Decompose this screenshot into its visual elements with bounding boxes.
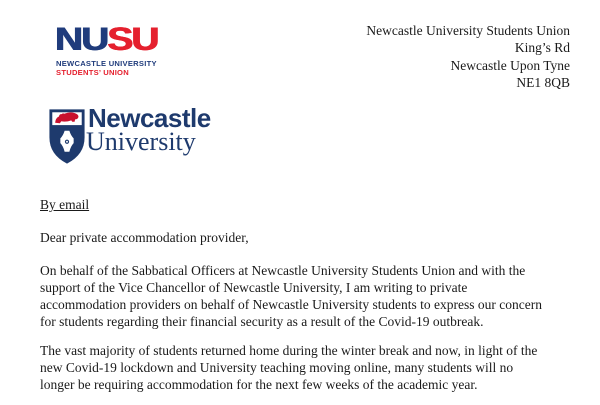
paragraph-2 [40, 342, 580, 393]
paragraph-line: for students regarding their financial security as a result of the Covid-19 outbreak. [40, 314, 484, 329]
letter-body [40, 196, 580, 405]
nusu-subline-university: NEWCASTLE UNIVERSITY [56, 59, 157, 68]
nusu-wordmark-su: SU [107, 21, 158, 58]
address-line: King’s Rd [514, 40, 570, 56]
nusu-subline-students-union: STUDENTS’ UNION [56, 68, 129, 77]
address-line: Newcastle University Students Union [366, 23, 570, 38]
newcastle-university-logo [48, 103, 228, 167]
address-line: Newcastle Upon Tyne [450, 57, 570, 73]
delivery-method-line: By email [40, 197, 90, 212]
university-wordmark-university: University [86, 127, 196, 156]
nusu-wordmark-nu: NU [55, 21, 108, 58]
sender-address-block [366, 22, 570, 92]
university-shield-icon [48, 108, 86, 165]
paragraph-line: new Covid-19 lockdown and University teaching moving online, many students will no [40, 360, 514, 375]
salutation: Dear private accommodation provider, [40, 230, 249, 245]
paragraph-1 [40, 262, 580, 330]
nusu-logo [55, 21, 185, 84]
nusu-wordmark [55, 21, 158, 58]
paragraph-line: The vast majority of students returned home during the winter break and now, in light of the [40, 343, 538, 358]
university-wordmark-newcastle: Newcastle [88, 103, 211, 133]
paragraph-line: accommodation providers on behalf of Newcastle University students to express our concern [40, 297, 542, 312]
paragraph-line: support of the Vice Chancellor of Newcastle University, I am writing to private [40, 280, 468, 295]
paragraph-line: longer be requiring accommodation for the next few weeks of the academic year. [40, 377, 478, 392]
address-line: NE1 8QB [516, 75, 570, 91]
paragraph-line: On behalf of the Sabbatical Officers at Newcastle University Students Union and with the [40, 263, 526, 278]
